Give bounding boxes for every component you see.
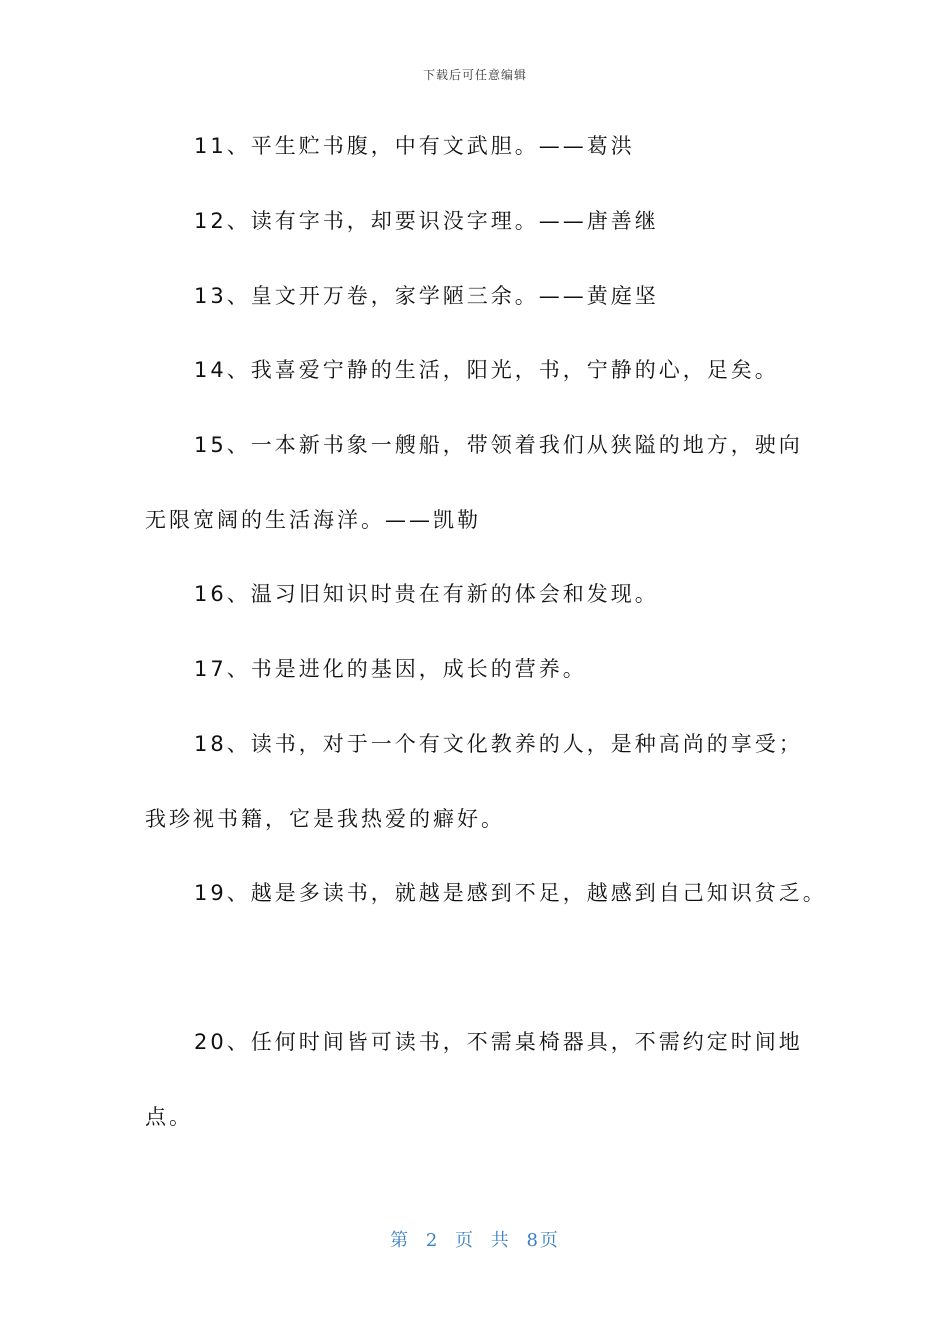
footer-current-page: 2: [425, 1230, 440, 1251]
quote-line-20-cont: 点。: [145, 1105, 193, 1129]
quote-line-20: 20、任何时间皆可读书，不需桌椅器具，不需约定时间地: [194, 1030, 803, 1054]
footer-label-prefix: 第: [390, 1230, 411, 1251]
quote-line-18-cont: 我珍视书籍，它是我热爱的癖好。: [145, 807, 505, 831]
quote-line-15: 15、一本新书象一艘船，带领着我们从狭隘的地方，驶向: [194, 433, 803, 457]
quote-line-17: 17、书是进化的基因，成长的营养。: [194, 657, 587, 681]
footer-label-page: 页: [455, 1230, 475, 1251]
quote-line-19: 19、越是多读书，就越是感到不足，越感到自己知识贫乏。: [194, 881, 827, 905]
quote-line-15-cont: 无限宽阔的生活海洋。——凯勒: [145, 508, 481, 532]
page-footer: [0, 1226, 950, 1252]
quote-line-14: 14、我喜爱宁静的生活，阳光，书，宁静的心，足矣。: [194, 358, 779, 382]
footer-label-total: 共: [490, 1230, 511, 1251]
footer-total-pages: 8页: [526, 1230, 560, 1251]
header-note: 下载后可任意编辑: [422, 68, 527, 82]
quote-line-12: 12、读有字书，却要识没字理。——唐善继: [194, 209, 659, 233]
quote-line-13: 13、皇文开万卷，家学陋三余。——黄庭坚: [194, 284, 659, 308]
quote-line-11: 11、平生贮书腹，中有文武胆。——葛洪: [194, 134, 635, 158]
quote-line-18: 18、读书，对于一个有文化教养的人，是种高尚的享受；: [194, 732, 803, 756]
quote-line-16: 16、温习旧知识时贵在有新的体会和发现。: [194, 582, 659, 606]
